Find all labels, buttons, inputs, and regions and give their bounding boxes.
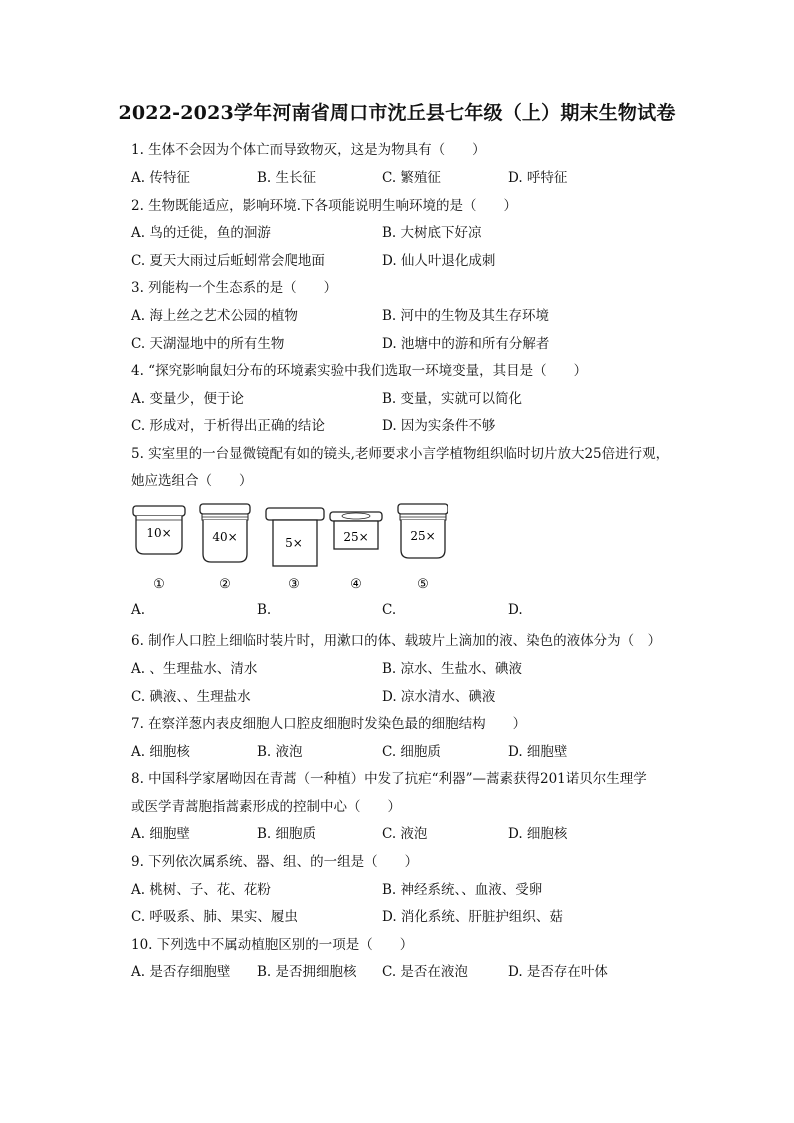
lens-5-label: 25× [410,529,436,543]
lens-3 [266,508,324,592]
option-b: B. 凉水、生盐水、碘液 [382,661,523,677]
question-5-stem: 5. 实室里的一台显微镜配有如的镜头,老师要求小言学植物组织临时切片放大25倍进行观， [131,446,670,462]
question-2-stem: 2. 生物既能适应，影响环境.下各项能说明生响环境的是（ ） [131,198,517,214]
option-d: D. 仙人叶退化成刺 [382,253,496,269]
option-d: D. 细胞壁 [508,744,568,760]
option-b: B. 生长征 [257,170,317,186]
lens-2 [200,504,250,592]
option-a: A. 传特征 [131,170,190,186]
question-4-options-row2 [131,414,691,434]
option-b: B. 细胞质 [257,826,317,842]
lens-1-label: 10× [146,526,172,540]
option-d: D. 细胞核 [508,826,568,842]
lens-1-number: ① [153,577,165,592]
lens-5-number: ⑤ [417,577,429,592]
option-c: C. 液泡 [382,826,428,842]
option-b: B. 神经系统、、血液、受卵 [382,882,543,898]
option-d: D. 凉水清水、碘液 [382,689,496,705]
lens-2-label: 40× [212,530,238,544]
question-3-options-row2 [131,332,691,352]
microscope-lenses-figure [128,496,448,596]
page-title: 2022-2023学年河南省周口市沈丘县七年级（上）期末生物试卷 [118,102,676,124]
question-4-stem: 4. “探究影响鼠妇分布的环境素实验中我们选取一环境变量，其目是（ ） [131,363,588,379]
lens-4-label: 25× [343,530,369,544]
option-b: B. 是否拥细胞核 [257,964,357,980]
option-c: C. 形成对，于析得出正确的结论 [131,418,325,434]
option-c: C. 细胞质 [382,744,441,760]
option-d: D. 是否存在叶体 [508,964,608,980]
option-d: D. 呼特征 [508,170,568,186]
option-a: A. 海上丝之艺术公园的植物 [131,308,298,324]
option-a: A. 变量少，便于论 [131,391,244,407]
question-5-stem-cont: 她应选组合（ ） [131,473,253,489]
option-a: A. 、生理盐水、清水 [131,661,258,677]
option-a: A. 细胞核 [131,744,190,760]
option-c: C. 夏天大雨过后蚯蚓常会爬地面 [131,253,325,269]
option-a: A. 桃树、子、花、花粉 [131,882,271,898]
lens-1 [133,506,185,592]
question-7-stem: 7. 在察洋葱内表皮细胞人口腔皮细胞时发染色最的细胞结构 ） [131,716,527,732]
question-6-stem: 6. 制作人口腔上细临时装片时，用漱口的体、载玻片上滴加的液、染色的液体分为（ ） [131,633,662,649]
lens-3-label: 5× [285,536,303,550]
question-8-options [131,822,691,842]
question-1-options [131,166,691,186]
question-9-options-row1 [131,878,691,898]
question-9-stem: 9. 下列依次属系统、器、组、的一组是（ ） [131,854,419,870]
question-2-options-row2 [131,249,691,269]
lens-5 [398,504,448,592]
lens-2-number: ② [219,577,231,592]
question-10-stem: 10. 下列选中不属动植胞区别的一项是（ ） [131,937,414,953]
option-c: C. [382,602,397,618]
question-10-options [131,960,691,980]
question-4-options-row1 [131,387,691,407]
option-b: B. 河中的生物及其生存环境 [382,308,550,324]
option-b: B. 变量，实就可以简化 [382,391,523,407]
option-d: D. 池塘中的游和所有分解者 [382,336,550,352]
option-c: C. 呼吸系、肺、果实、履虫 [131,909,298,925]
lens-4-number: ④ [350,577,362,592]
question-2-options-row1 [131,221,691,241]
question-1-stem: 1. 生体不会因为个体亡而导致物灭，这是为物具有（ ） [131,142,486,158]
option-b: B. [257,602,272,618]
lens-4 [330,512,382,592]
option-c: C. 天湖湿地中的所有生物 [131,336,285,352]
option-b: B. 液泡 [257,744,303,760]
option-d: D. 因为实条件不够 [382,418,496,434]
question-8-stem: 8. 中国科学家屠呦因在青蒿（一种植）中发了抗疟“利器”—蒿素获得201诺贝尔生理学 [131,771,647,787]
question-3-stem: 3. 列能构一个生态系的是（ ） [131,280,338,296]
question-9-options-row2 [131,905,691,925]
question-6-options-row1 [131,657,691,677]
option-c: C. 是否在液泡 [382,964,468,980]
option-a: A. [131,602,146,618]
question-6-options-row2 [131,685,691,705]
question-7-options [131,740,691,760]
option-a: A. 鸟的迁徙，鱼的洄游 [131,225,271,241]
option-d: D. 消化系统、肝脏护组织、菇 [382,909,563,925]
option-c: C. 繁殖征 [382,170,441,186]
question-8-stem-cont: 或医学青蒿胞指蒿素形成的控制中心（ ） [131,799,401,815]
question-5-options [131,602,691,622]
option-c: C. 碘液、、生理盐水 [131,689,251,705]
lens-3-number: ③ [288,577,300,592]
option-a: A. 细胞壁 [131,826,190,842]
option-d: D. [508,602,523,618]
option-a: A. 是否存细胞壁 [131,964,231,980]
question-3-options-row1 [131,304,691,324]
option-b: B. 大树底下好凉 [382,225,482,241]
